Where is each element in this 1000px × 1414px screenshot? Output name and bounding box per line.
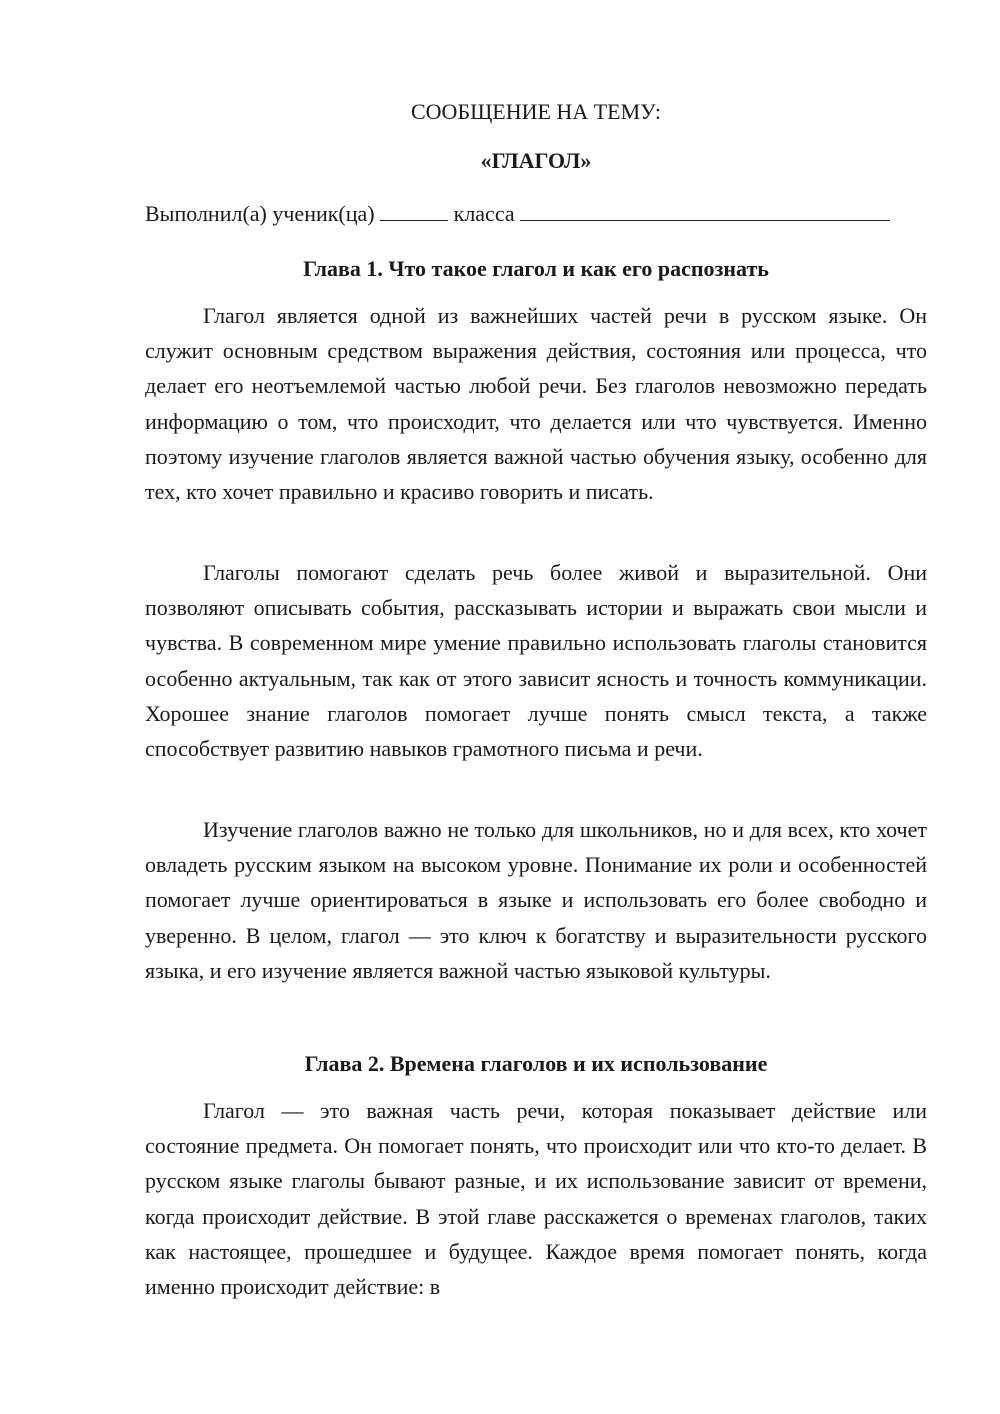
chapter-1-paragraph-2: Глаголы помогают сделать речь более живой и выразительной. Они позволяют описывать события, рассказывать истории и выражать свои мысли и чувства. В современном мире умение правильно использовать глаголы становится особенно актуальным, так как от этого зависит ясность и точность коммуникации. Хорошее знание глаголов помогает лучше понять смысл текста, а также способствует развитию навыков грамотного письма и речи. (145, 560, 927, 762)
topic-line: СООБЩЕНИЕ НА ТЕМУ: (411, 99, 661, 124)
chapter-2-heading: Глава 2. Времена глаголов и их использование (304, 1051, 768, 1076)
chapter-2-paragraph-1: Глагол — это важная часть речи, которая показывает действие или состояние предмета. Он помогает понять, что происходит или что кто-то делает. В русском языке глаголы бывают разные, и их использование зависит от времени, когда происходит действие. В этой главе расскажется о временах глаголов, таких как настоящее, прошедшее и будущее. Каждое время помогает понять, когда именно происходит действие: в (145, 1098, 927, 1300)
name-blank (520, 196, 890, 221)
author-prefix: Выполнил(а) ученик(ца) (145, 201, 375, 226)
chapter-1-paragraph-3: Изучение глаголов важно не только для школьников, но и для всех, кто хочет овладеть русским языком на высоком уровне. Понимание их роли и особенностей помогает лучше ориентироваться в языке и использовать его более свободно и уверенно. В целом, глагол — это ключ к богатству и выразительности русского языка, и его изучение является важной частью языковой культуры. (145, 817, 927, 983)
grade-blank (380, 196, 448, 221)
author-line (145, 196, 945, 231)
chapter-1-paragraph-1: Глагол является одной из важнейших частей речи в русском языке. Он служит основным средством выражения действия, состояния или процесса, что делает его неотъемлемой частью любой речи. Без глаголов невозможно передать информацию о том, что происходит, что делается или что чувствуется. Именно поэтому изучение глаголов является важной частью обучения языку, особенно для тех, кто хочет правильно и красиво говорить и писать. (145, 303, 927, 505)
chapter-1-heading: Глава 1. Что такое глагол и как его распознать (303, 256, 769, 281)
author-middle: класса (453, 201, 515, 226)
document-title: «ГЛАГОЛ» (480, 148, 592, 173)
